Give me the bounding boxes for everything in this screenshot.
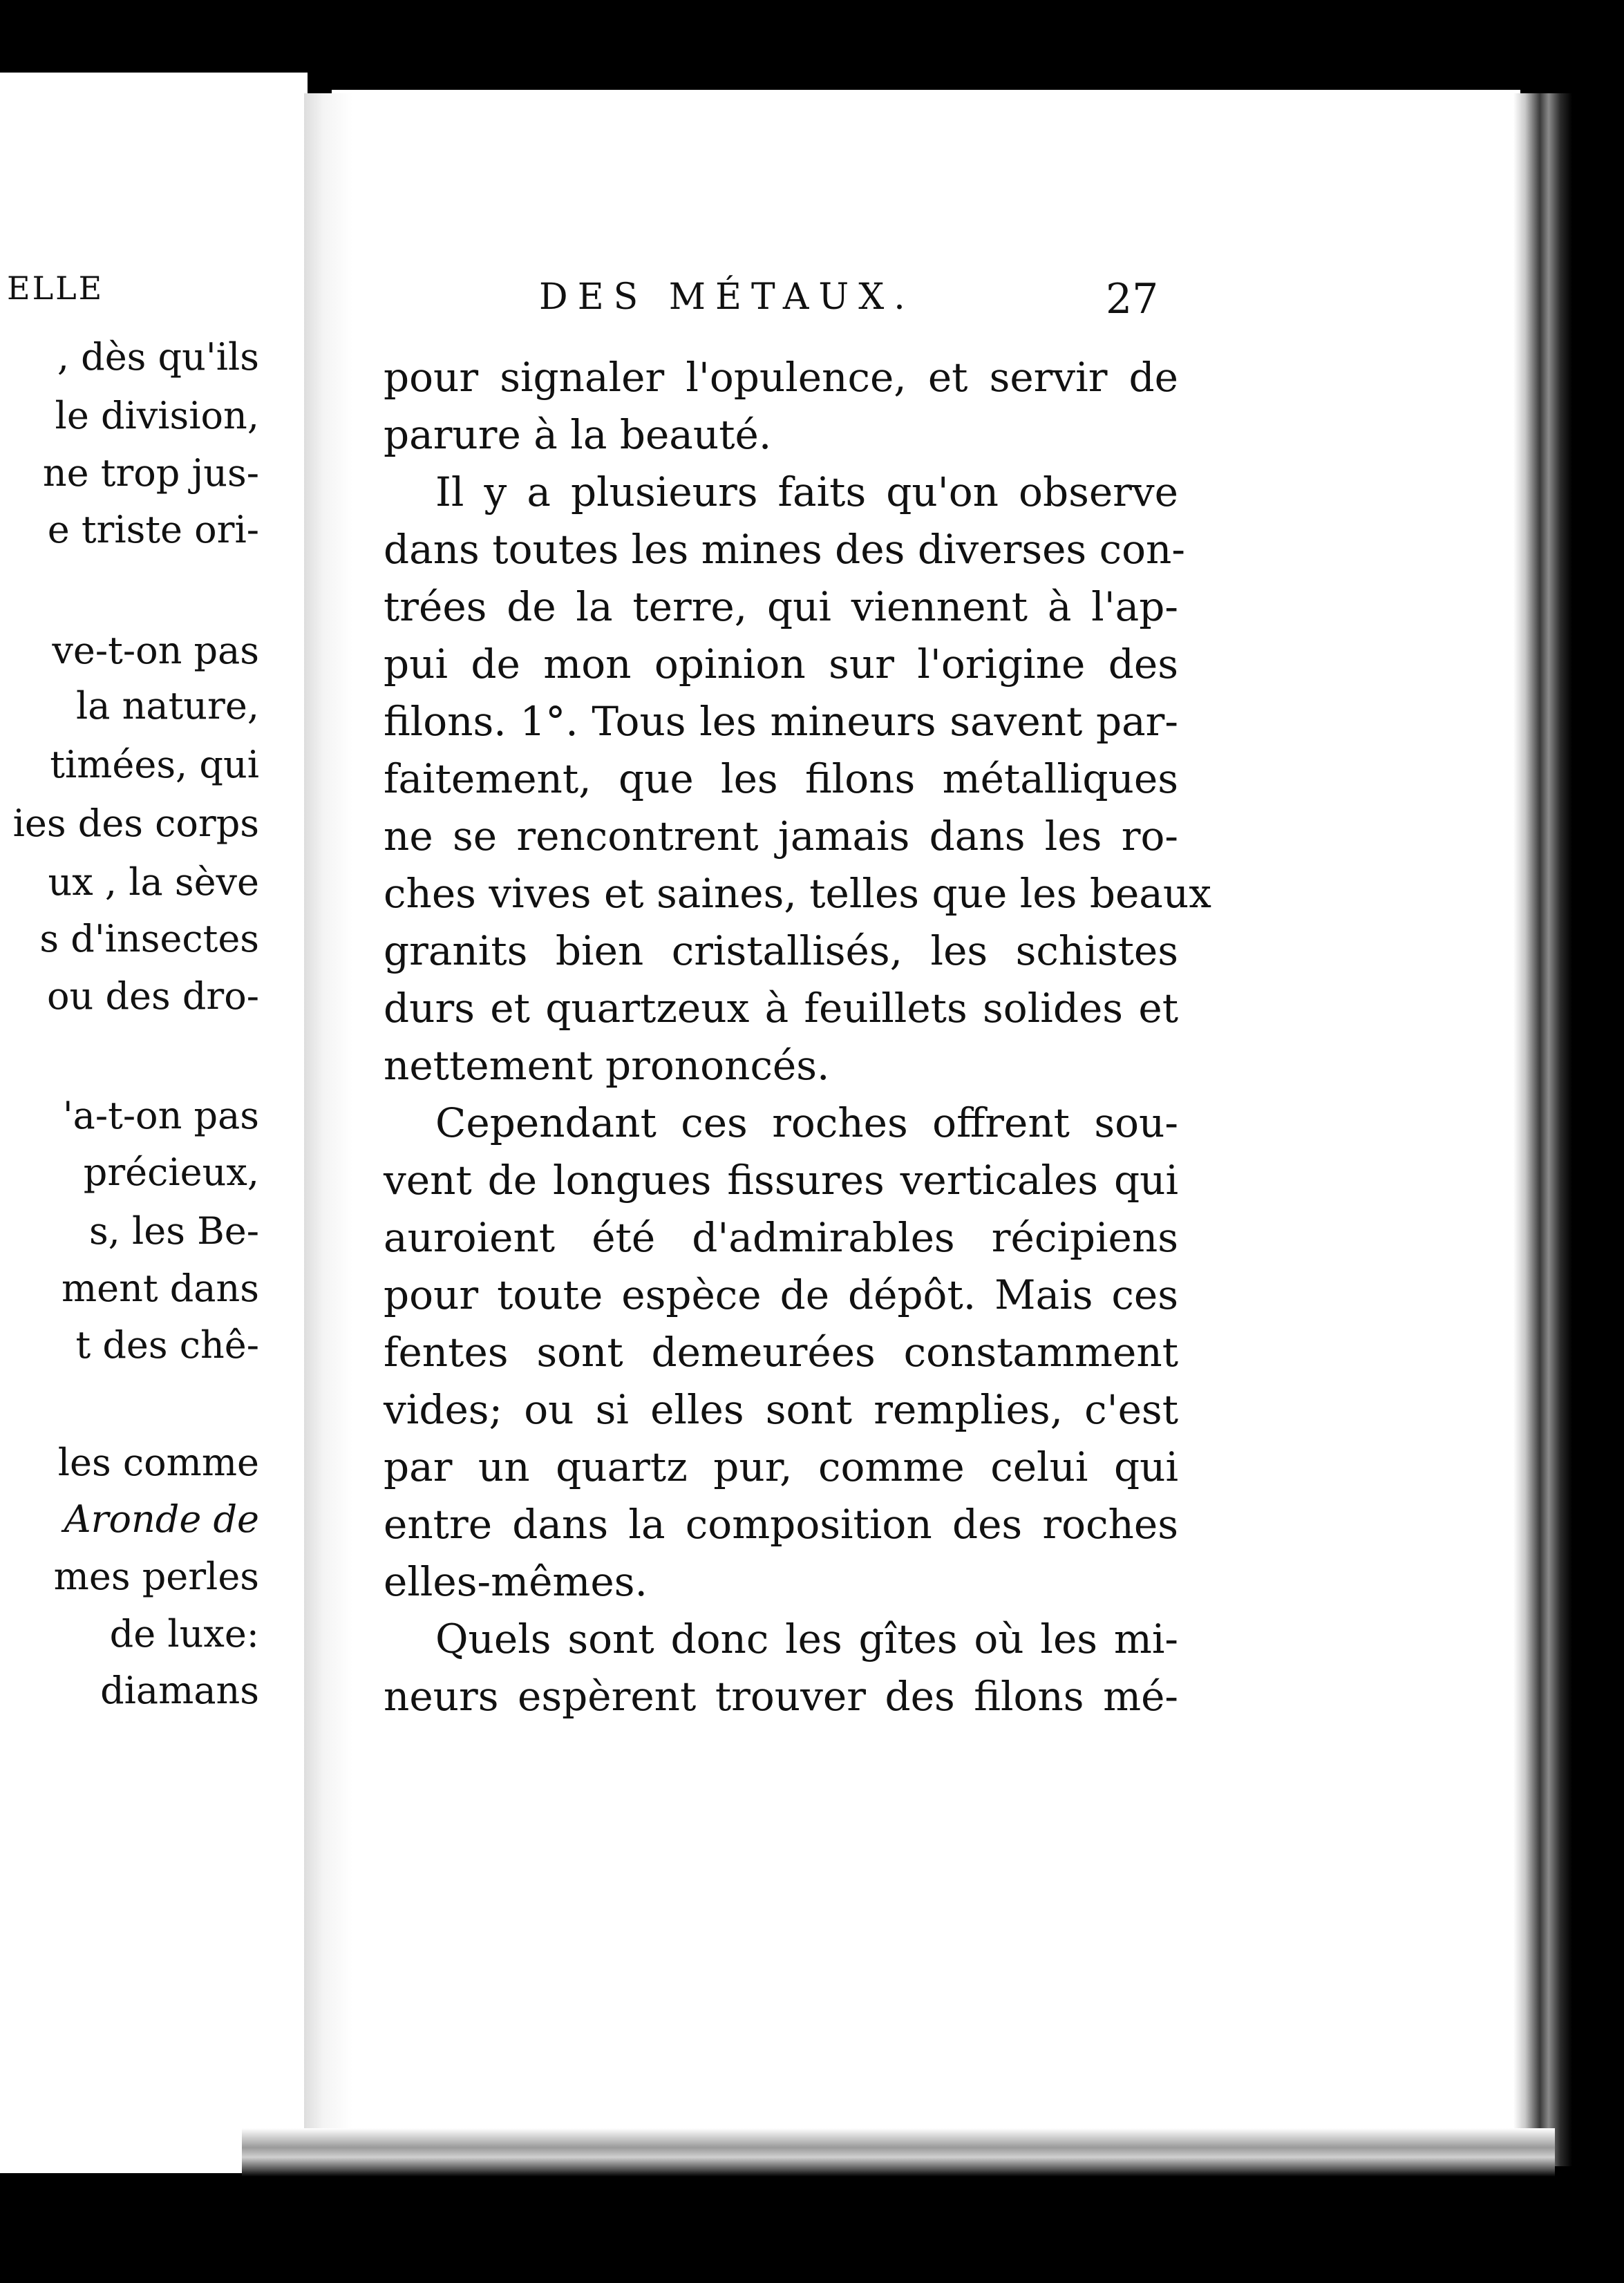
text-line: fentes sont demeurées constamment <box>384 1329 1178 1376</box>
text-line: dans toutes les mines des diverses con- <box>384 526 1185 573</box>
left-line: les comme <box>57 1441 259 1484</box>
running-head: DES MÉTAUX. <box>539 276 915 318</box>
left-line: t des chê- <box>75 1323 259 1367</box>
left-line: mes perles <box>53 1555 259 1598</box>
right-page-edge <box>1513 93 1572 2166</box>
left-line: précieux, <box>83 1150 259 1194</box>
text-line: pour signaler l'opulence, et servir de <box>384 354 1178 401</box>
left-line: ve-t-on pas <box>52 629 259 672</box>
left-line: de luxe: <box>109 1612 259 1656</box>
text-line: trées de la terre, qui viennent à l'ap- <box>384 583 1178 630</box>
left-line: ux , la sève <box>48 860 259 904</box>
left-line: le division, <box>55 394 259 437</box>
left-line: e triste ori- <box>47 508 259 551</box>
page-number: 27 <box>1106 275 1159 323</box>
text-line: nettement prononcés. <box>384 1042 830 1089</box>
text-line: ches vives et saines, telles que les beaux <box>384 870 1211 917</box>
page-gutter <box>304 93 352 2177</box>
text-line: faitement, que les filons métalliques <box>384 755 1178 802</box>
text-line: durs et quartzeux à feuillets solides et <box>384 985 1178 1032</box>
text-line: granits bien cristallisés, les schistes <box>384 927 1178 974</box>
text-line: Quels sont donc les gîtes où les mi- <box>435 1616 1178 1662</box>
left-line: ne trop jus- <box>42 451 259 495</box>
left-line: 'a-t-on pas <box>62 1094 259 1137</box>
text-line: par un quartz pur, comme celui qui <box>384 1443 1178 1490</box>
left-line: s, les Be- <box>88 1209 259 1253</box>
text-line: parure à la beauté. <box>384 411 772 458</box>
bottom-page-edge <box>242 2128 1555 2177</box>
left-page <box>0 73 308 2173</box>
text-line: pour toute espèce de dépôt. Mais ces <box>384 1271 1178 1318</box>
left-line: s d'insectes <box>39 917 259 960</box>
body-text <box>384 349 1211 1725</box>
left-line: ies des corps <box>12 802 259 845</box>
text-line: vides; ou si elles sont remplies, c'est <box>384 1386 1178 1433</box>
text-line: auroient été d'admirables récipiens <box>384 1214 1178 1261</box>
left-line: ment dans <box>61 1267 259 1310</box>
text-line: pui de mon opinion sur l'origine des <box>384 641 1178 688</box>
text-line: elles-mêmes. <box>384 1558 648 1605</box>
left-running-head: ELLE <box>7 269 104 307</box>
left-line: timées, qui <box>50 743 259 786</box>
text-line: entre dans la composition des roches <box>384 1501 1178 1548</box>
left-line: Aronde de <box>64 1497 259 1541</box>
text-line: Cependant ces roches offrent sou- <box>435 1099 1178 1146</box>
text-line: neurs espèrent trouver des filons mé- <box>384 1673 1178 1720</box>
left-line: diamans <box>100 1669 259 1712</box>
left-line: ou des dro- <box>47 974 259 1018</box>
left-line: la nature, <box>75 684 259 728</box>
text-line: Il y a plusieurs faits qu'on observe <box>435 468 1178 515</box>
text-line: vent de longues fissures verticales qui <box>384 1157 1178 1204</box>
text-line: filons. 1°. Tous les mineurs savent par- <box>384 698 1178 745</box>
left-line: , dès qu'ils <box>57 335 259 379</box>
text-line: ne se rencontrent jamais dans les ro- <box>384 813 1178 860</box>
